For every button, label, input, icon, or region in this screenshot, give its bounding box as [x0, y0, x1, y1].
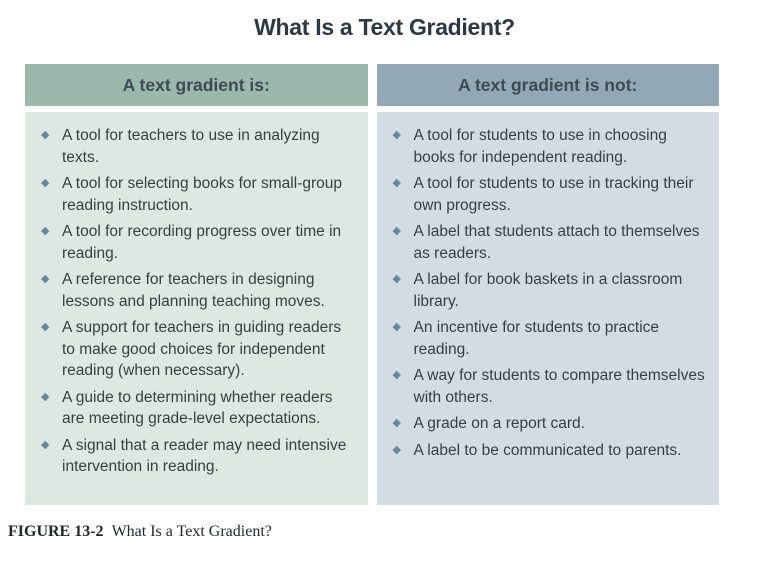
- list-item-text: A label that students attach to themselves as readers.: [413, 223, 700, 262]
- figure-caption-label: FIGURE 13-2: [8, 523, 104, 540]
- list-item-text: A label to be communicated to parents.: [413, 441, 682, 459]
- diamond-bullet-icon: ◆: [392, 417, 401, 429]
- list-item: [39, 125, 358, 168]
- diamond-bullet-icon: ◆: [41, 129, 50, 141]
- diamond-bullet-icon: ◆: [41, 390, 50, 403]
- diamond-bullet-icon: ◆: [41, 177, 50, 189]
- list-item-text: A tool for teachers to use in analyzing texts.: [62, 127, 320, 166]
- is-item-list: [39, 125, 358, 478]
- diamond-bullet-icon: ◆: [41, 438, 50, 451]
- list-item: [39, 173, 358, 216]
- column-is: [25, 64, 368, 505]
- list-item-text: A grade on a report card.: [413, 415, 585, 432]
- list-item-text: A signal that a reader may need intensive intervention in reading.: [62, 436, 347, 475]
- list-item-text: A label for book baskets in a classroom library.: [413, 271, 683, 310]
- column-is-not-body: [377, 112, 720, 505]
- diamond-bullet-icon: ◆: [392, 177, 401, 189]
- diamond-bullet-icon: ◆: [392, 129, 401, 141]
- diamond-bullet-icon: ◆: [41, 225, 50, 237]
- list-item: [391, 221, 710, 264]
- diamond-bullet-icon: ◆: [392, 369, 401, 381]
- figure-caption: [8, 523, 272, 541]
- list-item: [39, 221, 358, 264]
- diamond-bullet-icon: ◆: [392, 225, 401, 237]
- list-item-text: A tool for students to use in tracking their own progress.: [413, 175, 694, 214]
- list-item-text: An incentive for students to practice reading.: [413, 319, 660, 358]
- list-item: [39, 269, 358, 312]
- list-item: [391, 413, 710, 435]
- list-item-text: A tool for selecting books for small-group reading instruction.: [62, 175, 342, 214]
- figure-title: What Is a Text Gradient?: [254, 14, 515, 40]
- list-item-text: A way for students to compare themselves with others.: [413, 367, 705, 406]
- diamond-bullet-icon: ◆: [392, 443, 401, 456]
- column-is-body: [25, 112, 368, 505]
- list-item: [391, 440, 710, 462]
- is-not-item-list: [391, 125, 710, 461]
- column-is-not-header: A text gradient is not:: [377, 64, 720, 106]
- list-item: [391, 173, 710, 216]
- list-item: [391, 365, 710, 408]
- diamond-bullet-icon: ◆: [41, 321, 50, 333]
- figure-caption-text: What Is a Text Gradient?: [111, 523, 272, 540]
- list-item: [391, 317, 710, 360]
- list-item-text: A support for teachers in guiding readers to make good choices for independent reading (when necessary).: [62, 319, 342, 379]
- list-item-text: A tool for students to use in choosing books for independent reading.: [413, 127, 667, 166]
- diamond-bullet-icon: ◆: [41, 273, 50, 285]
- list-item: [39, 387, 358, 430]
- list-item-text: A reference for teachers in designing lessons and planning teaching moves.: [62, 271, 325, 310]
- list-item: [391, 125, 710, 168]
- diamond-bullet-icon: ◆: [392, 273, 401, 285]
- column-is-not: [377, 64, 720, 505]
- list-item: [39, 435, 358, 478]
- text-gradient-table: [25, 64, 719, 505]
- diamond-bullet-icon: ◆: [392, 321, 401, 333]
- list-item-text: A guide to determining whether readers are meeting grade-level expectations.: [62, 388, 333, 427]
- list-item-text: A tool for recording progress over time in reading.: [62, 223, 342, 262]
- list-item: [39, 317, 358, 382]
- list-item: [391, 269, 710, 312]
- column-is-header: A text gradient is:: [25, 64, 368, 106]
